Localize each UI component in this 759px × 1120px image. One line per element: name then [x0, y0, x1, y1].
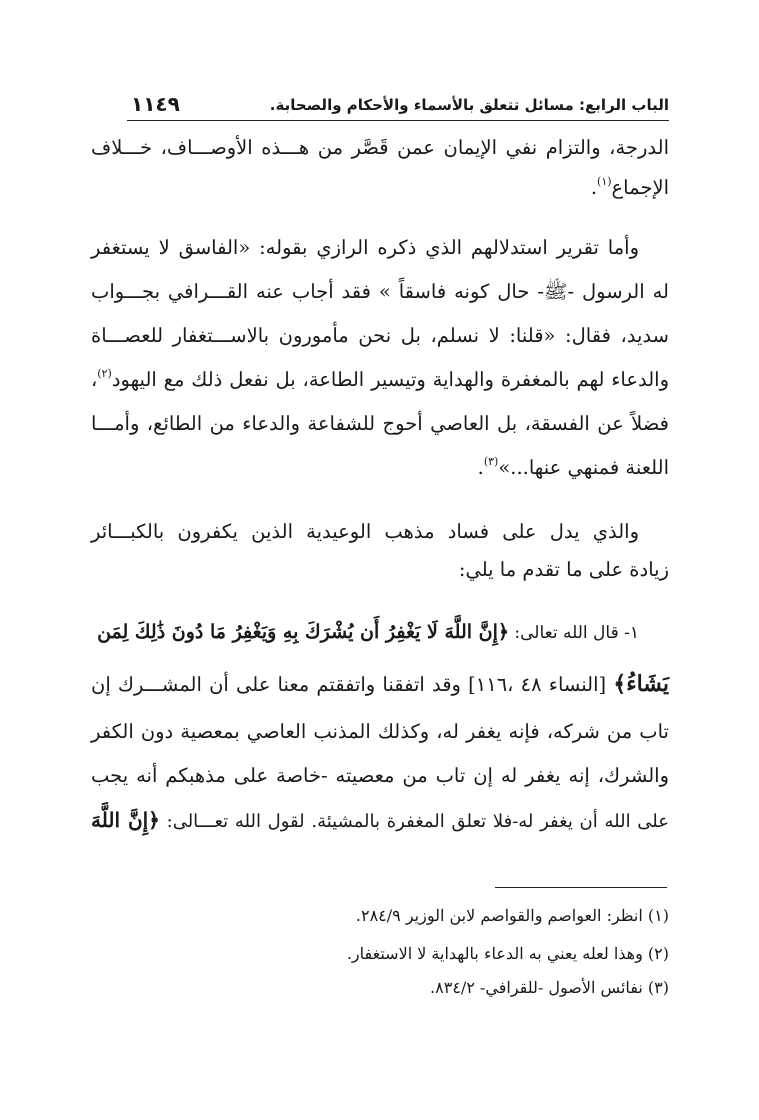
text-line: اللعنة فمنهي عنها...»$^{(٣)}$.	[477, 455, 669, 479]
page-number: ١١٤٩	[131, 92, 180, 116]
text-line: فضلاً عن الفسقة، بل العاصي أحوج للشفاعة والدعاء من الطائع، وأمـــا	[91, 412, 669, 435]
footnote: (٢) وهذا لعله يعني به الدعاء بالهداية لا الاستغفار.	[346, 944, 669, 963]
text-line: يَشَاءُ﴾ [النساء ٤٨ ،١١٦] وقد اتفقنا واتفقتم معنا على أن المشـــرك إن	[91, 671, 670, 697]
footnote-ref: (٣)	[483, 455, 499, 468]
chapter-title: الباب الرابع: مسائل تتعلق بالأسماء والأحكام والصحابة.	[269, 96, 669, 114]
text-line: على الله أن يغفر له-فلا تعلق المغفرة بالمشيئة. لقول الله تعـــالى: ﴿إِنَّ اللَّهَ	[91, 808, 669, 832]
text-line: والذي يدل على فساد مذهب الوعيدية الذين يكفرون بالكبـــائر	[91, 520, 639, 543]
text-line: الدرجة، والتزام نفي الإيمان عمن قَصَّر من هـــذه الأوصـــاف، خـــلاف	[91, 136, 669, 159]
text-line: والدعاء لهم بالمغفرة والهداية وتيسير الطاعة، بل نفعل ذلك مع اليهود$^{(٢)}$،	[91, 367, 669, 391]
text-line: ١- قال الله تعالى: ﴿إِنَّ اللَّهَ لَا يَغْفِرُ أَن يُشْرَكَ بِهِ وَيَغْفِرُ مَا دُونَ ذَٰلِكَ لِمَن	[97, 621, 639, 643]
footnote-separator	[495, 887, 667, 888]
footnote-ref: (٢)	[97, 367, 112, 380]
text-line: سديد، فقال: «قلنا: لا نسلم، بل نحن مأمورون بالاســـتغفار للعصـــاة	[91, 324, 669, 347]
quran-verse: ﴿إِنَّ اللَّهَ	[91, 808, 160, 832]
running-header	[127, 90, 669, 121]
text-line: تاب من شركه، فإنه يغفر له، وكذلك المذنب العاصي بمعصية دون الكفر	[91, 720, 669, 743]
text-line: الإجماع$^{(١)}$.	[590, 175, 669, 199]
text-line: زيادة على ما تقدم ما يلي:	[458, 558, 669, 581]
footnote: (٣) نفائس الأصول -للقرافي- ٨٣٤/٢.	[430, 978, 669, 997]
quran-verse: يَشَاءُ﴾	[613, 671, 670, 697]
footnote-ref: (١)	[597, 175, 612, 188]
footnote: (١) انظر: العواصم والقواصم لابن الوزير ٢٨٤/٩.	[355, 906, 669, 925]
text-line: والشرك، إنه يغفر له إن تاب من معصيته -خاصة على مذهبكم أنه يجب	[91, 764, 669, 787]
text-line: له الرسول -ﷺ- حال كونه فاسقاً » فقد أجاب عنه القـــرافي بجـــواب	[91, 280, 669, 303]
text-line: وأما تقرير استدلالهم الذي ذكره الرازي بقوله: «الفاسق لا يستغفر	[91, 236, 639, 259]
quran-verse: ﴿إِنَّ اللَّهَ لَا يَغْفِرُ أَن يُشْرَكَ بِهِ وَيَغْفِرُ مَا دُونَ ذَٰلِكَ لِمَن	[97, 621, 509, 643]
